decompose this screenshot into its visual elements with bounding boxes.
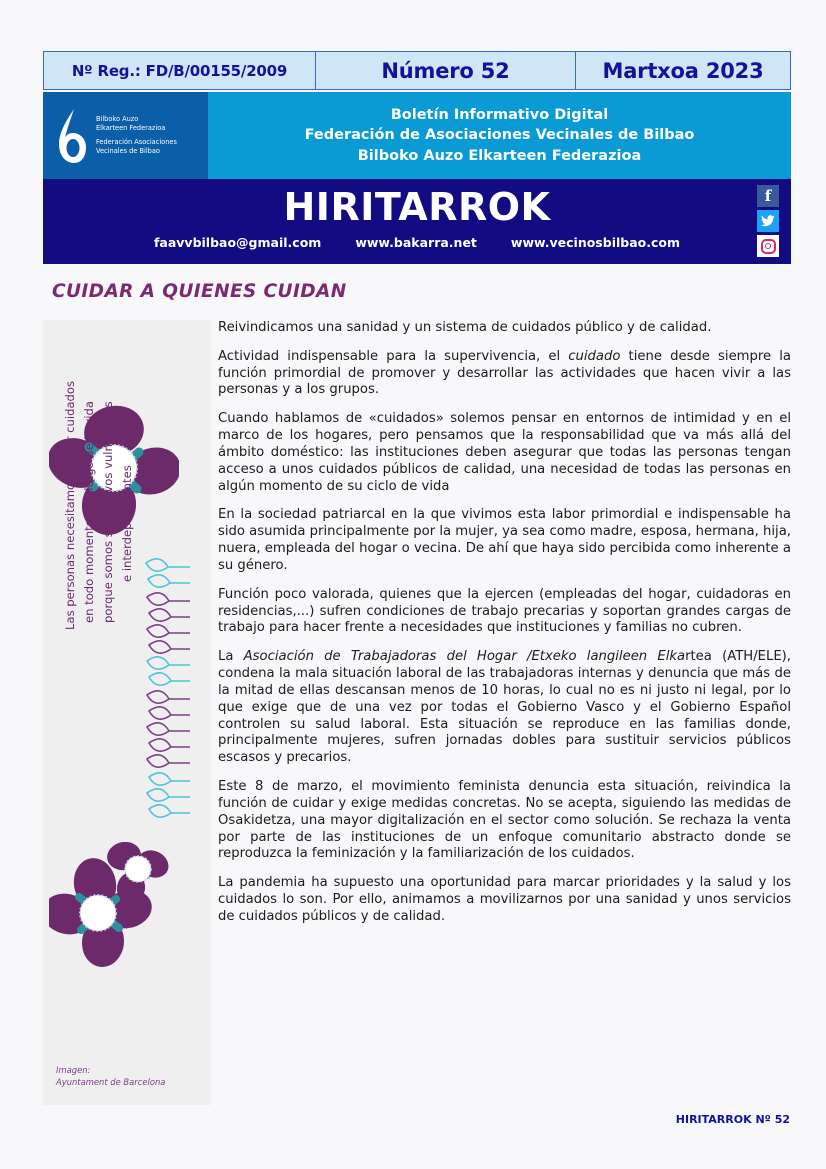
page-title: CUIDAR A QUIENES CUIDAN [52, 281, 347, 302]
instagram-icon[interactable] [757, 235, 779, 257]
paragraph-ath-post: rtea (ATH/ELE), condena la mala situación laboral de las trabajadoras internas y denuncia que más de la mitad de ellas descansan menos de 10 horas, lo cual no es ni justo ni legal, por lo que exige que de una vez por todas el Gobierno Vasco y el Gobierno Español controlen su salud laboral. Esta situación se reproduce en las familias donde, principalmente mujeres, sufren jornadas dobles para sustituir servicios públicos escasos y precarios. [218, 649, 791, 766]
vine-leaf-decoration [138, 545, 198, 839]
banner-title-line3: Bilboko Auzo Elkarteen Federazioa [357, 147, 642, 164]
federation-logo [43, 92, 208, 179]
issue-number: Número 52 [316, 52, 576, 89]
social-links [757, 185, 779, 257]
paragraph-actividad-post: tiene desde siempre la función primordial de promover y desarrollar las actividades que hacen vivir a las personas y a los grupos. [218, 348, 792, 398]
image-credit [56, 1065, 165, 1089]
masthead [43, 179, 791, 264]
paragraph-intro: Reivindicamos una sanidad y un sistema de cuidados público y de calidad. [218, 320, 712, 335]
sidebar-vertical-text-line2: en todo momento a lo largo de la vida [82, 401, 96, 623]
banner-title-line1: Boletín Informativo Digital [390, 106, 609, 123]
sidebar-vertical-text-line1: Las personas necesitamos recibir cuidados [63, 380, 77, 630]
contact-website-vecinosbilbao[interactable]: www.vecinosbilbao.com [510, 235, 681, 250]
organization-banner [43, 92, 791, 179]
paragraph-actividad-emphasis: cuidado [568, 348, 621, 364]
paragraph-pandemia: La pandemia ha supuesto una oportunidad para marcar prioridades y la salud y los cuidados lo son. Por ello, animamos a movilizarnos por una sanidad y unos servicios de cuidados públicos y de calidad. [218, 875, 791, 924]
paragraph-actividad-pre: Actividad indispensable para la supervivencia, el [218, 348, 569, 364]
instagram-frame [761, 239, 776, 254]
sidebar-illustration-panel [43, 320, 211, 1105]
article-body [218, 320, 791, 926]
flower-graphic-bottom [49, 842, 199, 996]
paragraph-cuidados: Cuando hablamos de «cuidados» solemos pensar en entornos de intimidad y en el marco de los hogares, pero pensamos que la responsabilidad que va más allá del ámbito doméstico: las instituciones deben asegurar que todas las personas tengan acceso a unos cuidados públicos de calidad, una necesidad de todas las personas en algún momento de su ciclo de vida [218, 411, 791, 494]
logo-text [96, 115, 177, 156]
instagram-lens [765, 243, 771, 249]
registration-number: Nº Reg.: FD/B/00155/2009 [44, 52, 316, 89]
header-info-table [43, 51, 791, 90]
paragraph-8marzo: Este 8 de marzo, el movimiento feminista denuncia esta situación, reivindica la función de cuidar y exige medidas concretas. No se acepta, siguiendo las medidas de Osakidetza, una mayor digitalización en el sector como solución. Se rechaza la venta por parte de las instituciones de un enfoque comunitario abstracto donde se reproduzca la feminización y la familiarización de los cuidados. [218, 779, 791, 862]
paragraph-actividad [218, 349, 791, 399]
paragraph-funcion: Función poco valorada, quienes que la ejercen (empleadas del hogar, cuidadoras en residencias,...) sufren condiciones de trabajo precarias y soportan grandes cargas de trabajo para hacer frente a necesidades que instituciones y familias no cubren. [218, 586, 791, 636]
banner-title-line2: Federación de Asociaciones Vecinales de Bilbao [304, 127, 695, 144]
sidebar-vertical-text-line4: e interdependientes [120, 465, 134, 582]
contact-links [43, 235, 791, 250]
facebook-icon[interactable]: f [757, 185, 779, 207]
logo-es-line2: Vecinales de Bilbao [96, 146, 160, 155]
page-footer: HIRITARROK Nº 52 [675, 1113, 790, 1126]
logo-es-line1: Federación Asociaciones [96, 137, 177, 146]
masthead-title: HIRITARROK [283, 185, 551, 229]
contact-website-bakarra[interactable]: www.bakarra.net [355, 235, 477, 250]
sidebar-vertical-text-line3: porque somos seres vivos vulnerables [101, 401, 115, 623]
twitter-icon[interactable] [757, 210, 779, 232]
paragraph-ath [218, 649, 791, 767]
banner-title [208, 92, 791, 179]
paragraph-patriarcal: En la sociedad patriarcal en la que vivimos esta labor primordial e indispensable ha sido asumida principalmente por la mujer, ya sea como madre, esposa, hermana, hija, nuera, empleada del hogar o vecina. De ahí que haya sido percibida como inherente a su género. [218, 507, 791, 573]
flame-logo-icon [57, 108, 87, 164]
paragraph-ath-emphasis: Asociación de Trabajadoras del Hogar /Etxeko langileen Elka [243, 649, 686, 665]
image-credit-source: Ayuntament de Barcelona [56, 1077, 166, 1088]
logo-eu-line1: Bilboko Auzo [96, 114, 139, 123]
paragraph-ath-pre: La [218, 649, 244, 665]
logo-eu-line2: Elkarteen Federazioa [96, 124, 166, 133]
issue-date: Martxoa 2023 [602, 58, 764, 83]
contact-email[interactable]: faavvbilbao@gmail.com [153, 235, 322, 250]
image-credit-label: Imagen: [56, 1065, 91, 1076]
